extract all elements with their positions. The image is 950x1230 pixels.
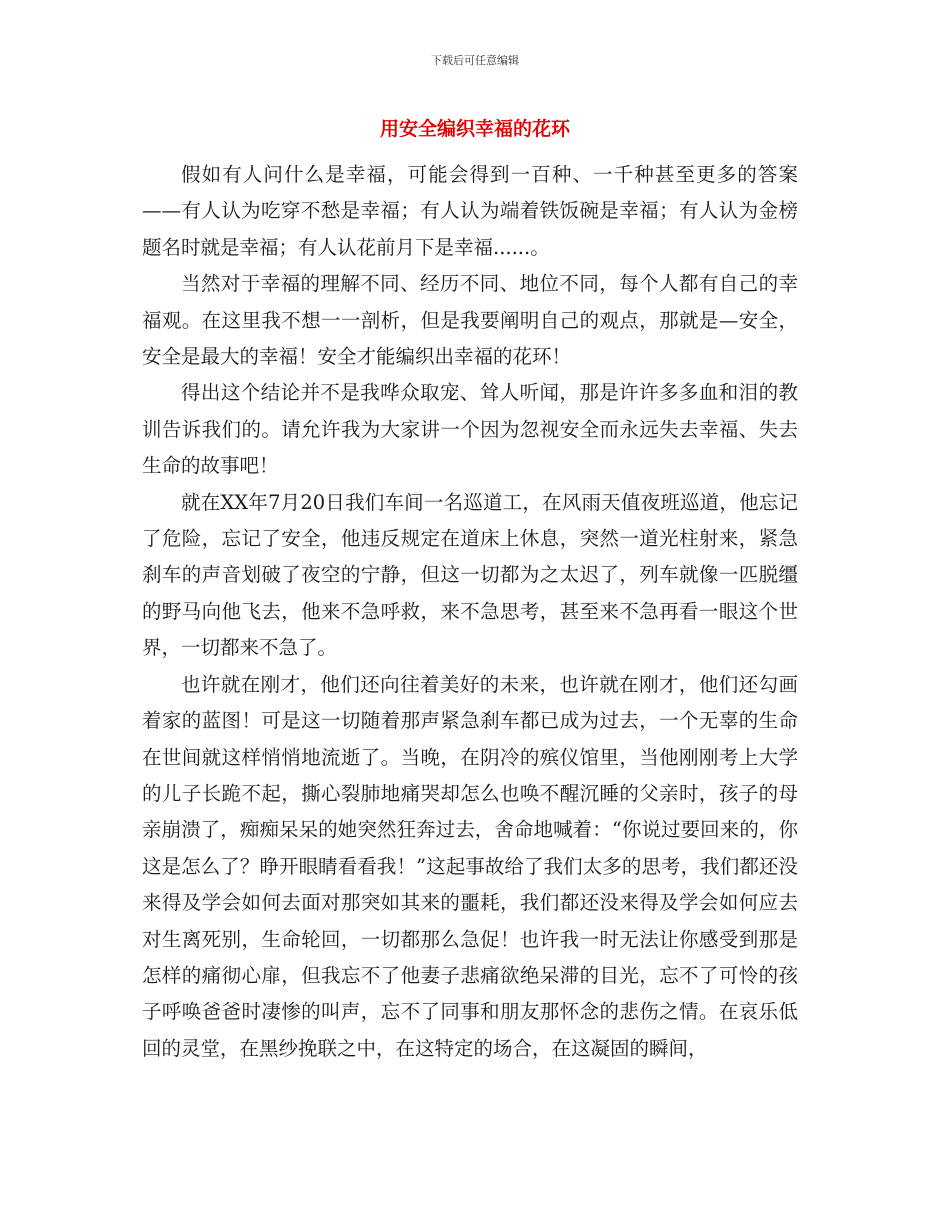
document-body [142, 157, 798, 1067]
paragraph: 也许就在刚才，他们还向往着美好的未来，也许就在刚才，他们还勾画着家的蓝图！可是这一切随着那声紧急刹车都已成为过去，一个无辜的生命在世间就这样悄悄地流逝了。当晚，在阴冷的殡仪馆里，当他刚刚考上大学的儿子长跪不起，撕心裂肺地痛哭却怎么也唤不醒沉睡的父亲时，孩子的母亲崩溃了，痴痴呆呆的她突然狂奔过去，舍命地喊着：“你说过要回来的，你这是怎么了？睁开眼睛看看我！”这起事故给了我们太多的思考，我们都还没来得及学会如何去面对那突如其来的噩耗，我们都还没来得及学会如何应去对生离死别，生命轮回，一切都那么急促！也许我一时无法让你感受到那是怎样的痛彻心扉，但我忘不了他妻子悲痛欲绝呆滞的目光，忘不了可怜的孩子呼唤爸爸时凄惨的叫声，忘不了同事和朋友那怀念的悲伤之情。在哀乐低回的灵堂，在黑纱挽联之中，在这特定的场合，在这凝固的瞬间， [142, 672, 798, 1060]
paragraph: 就在XX年7月20日我们车间一名巡道工，在风雨天值夜班巡道，他忘记了危险，忘记了安全，他违反规定在道床上休息，突然一道光柱射来，紧急刹车的声音划破了夜空的宁静，但这一切都为之太迟了，列车就像一匹脱缰的野马向他飞去，他来不急呼救，来不急思考，甚至来不急再看一眼这个世界，一切都来不急了。 [142, 490, 798, 660]
paragraph: 当然对于幸福的理解不同、经历不同、地位不同，每个人都有自己的幸福观。在这里我不想一一剖析，但是我要阐明自己的观点，那就是—安全，安全是最大的幸福！安全才能编织出幸福的花环！ [142, 272, 798, 369]
paragraph: 得出这个结论并不是我哗众取宠、耸人听闻，那是许许多多血和泪的教训告诉我们的。请允许我为大家讲一个因为忽视安全而永远失去幸福、失去生命的故事吧！ [142, 381, 798, 478]
page-header: 下载后可任意编辑 [431, 54, 519, 67]
document-title: 用安全编织幸福的花环 [379, 118, 570, 140]
paragraph: 假如有人问什么是幸福，可能会得到一百种、一千种甚至更多的答案——有人认为吃穿不愁是幸福；有人认为端着铁饭碗是幸福；有人认为金榜题名时就是幸福；有人认花前月下是幸福......。 [142, 163, 798, 259]
